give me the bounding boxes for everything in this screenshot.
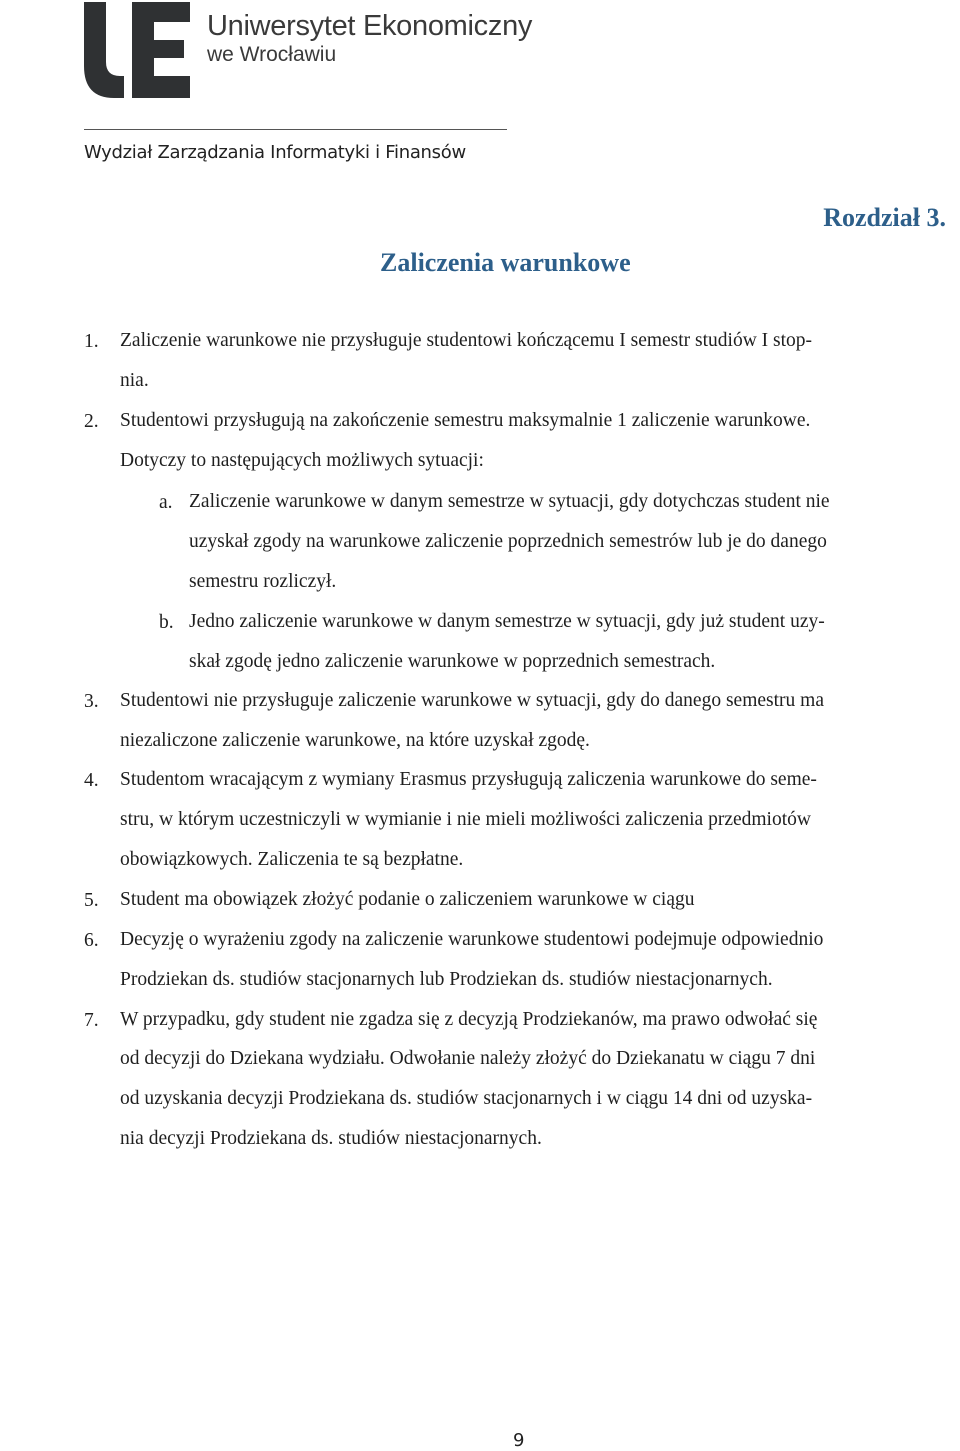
list-item-line: od uzyskania decyzji Prodziekana ds. studiów stacjonarnych i w ciągu 14 dni od uzyska- — [120, 1088, 813, 1109]
list-item-line: Prodziekan ds. studiów stacjonarnych lub Prodziekan ds. studiów niestacjonarnych. — [120, 969, 773, 990]
section-title: Zaliczenia warunkowe — [380, 248, 631, 277]
list-item-line: niezaliczone zaliczenie warunkowe, na które uzyskał zgodę. — [120, 730, 590, 751]
list-item-number: 1. — [84, 331, 99, 352]
list-item-line: Zaliczenie warunkowe w danym semestrze w sytuacji, gdy dotychczas student nie — [189, 491, 830, 512]
sublist-item-letter: a. — [159, 492, 173, 513]
header-divider — [84, 129, 507, 130]
list-item-line: W przypadku, gdy student nie zgadza się z decyzją Prodziekanów, ma prawo odwołać się — [120, 1009, 818, 1030]
list-item-line: Student ma obowiązek złożyć podanie o zaliczeniem warunkowe w ciągu — [120, 889, 695, 910]
list-item-line: Jedno zaliczenie warunkowe w danym semestrze w sytuacji, gdy już student uzy- — [189, 611, 825, 632]
page-number: 9 — [513, 1430, 525, 1451]
list-item-line: Studentowi przysługują na zakończenie semestru maksymalnie 1 zaliczenie warunkowe. — [120, 410, 811, 431]
faculty-name: Wydział Zarządzania Informatyki i Finansów — [84, 142, 466, 163]
list-item-line: nia decyzji Prodziekana ds. studiów niestacjonarnych. — [120, 1128, 542, 1149]
list-item-line: od decyzji do Dziekana wydziału. Odwołanie należy złożyć do Dziekanatu w ciągu 7 dni — [120, 1048, 816, 1069]
university-name — [207, 12, 532, 65]
chapter-heading: Rozdział 3. — [823, 203, 946, 232]
list-item-line: Dotyczy to następujących możliwych sytuacji: — [120, 450, 484, 471]
list-item-line: nia. — [120, 370, 149, 391]
list-item-line: Zaliczenie warunkowe nie przysługuje studentowi kończącemu I semestr studiów I stop- — [120, 330, 813, 351]
list-item-line: semestru rozliczył. — [189, 571, 337, 592]
list-item-line: stru, w którym uczestniczyli w wymianie i nie mieli możliwości zaliczenia przedmiotów — [120, 809, 811, 830]
list-item-number: 6. — [84, 930, 99, 951]
list-item-number: 5. — [84, 890, 99, 911]
list-item-line: Decyzję o wyrażeniu zgody na zaliczenie warunkowe studentowi podejmuje odpowiednio — [120, 929, 824, 950]
university-name-line1: Uniwersytet Ekonomiczny — [207, 10, 533, 42]
list-item-line: skał zgodę jedno zaliczenie warunkowe w poprzednich semestrach. — [189, 651, 716, 672]
university-name-line2: we Wrocławiu — [207, 43, 337, 66]
list-item-line: obowiązkowych. Zaliczenia te są bezpłatne. — [120, 849, 464, 870]
list-item-number: 2. — [84, 411, 99, 432]
list-item-line: Studentowi nie przysługuje zaliczenie warunkowe w sytuacji, gdy do danego semestru ma — [120, 690, 824, 711]
list-item-line: uzyskał zgody na warunkowe zaliczenie poprzednich semestrów lub je do danego — [189, 531, 827, 552]
university-logo — [84, 2, 194, 98]
list-item-number: 7. — [84, 1010, 99, 1031]
list-item-line: Studentom wracającym z wymiany Erasmus przysługują zaliczenia warunkowe do seme- — [120, 769, 817, 790]
list-item-number: 3. — [84, 691, 99, 712]
sublist-item-letter: b. — [159, 612, 174, 633]
list-item-number: 4. — [84, 770, 99, 791]
